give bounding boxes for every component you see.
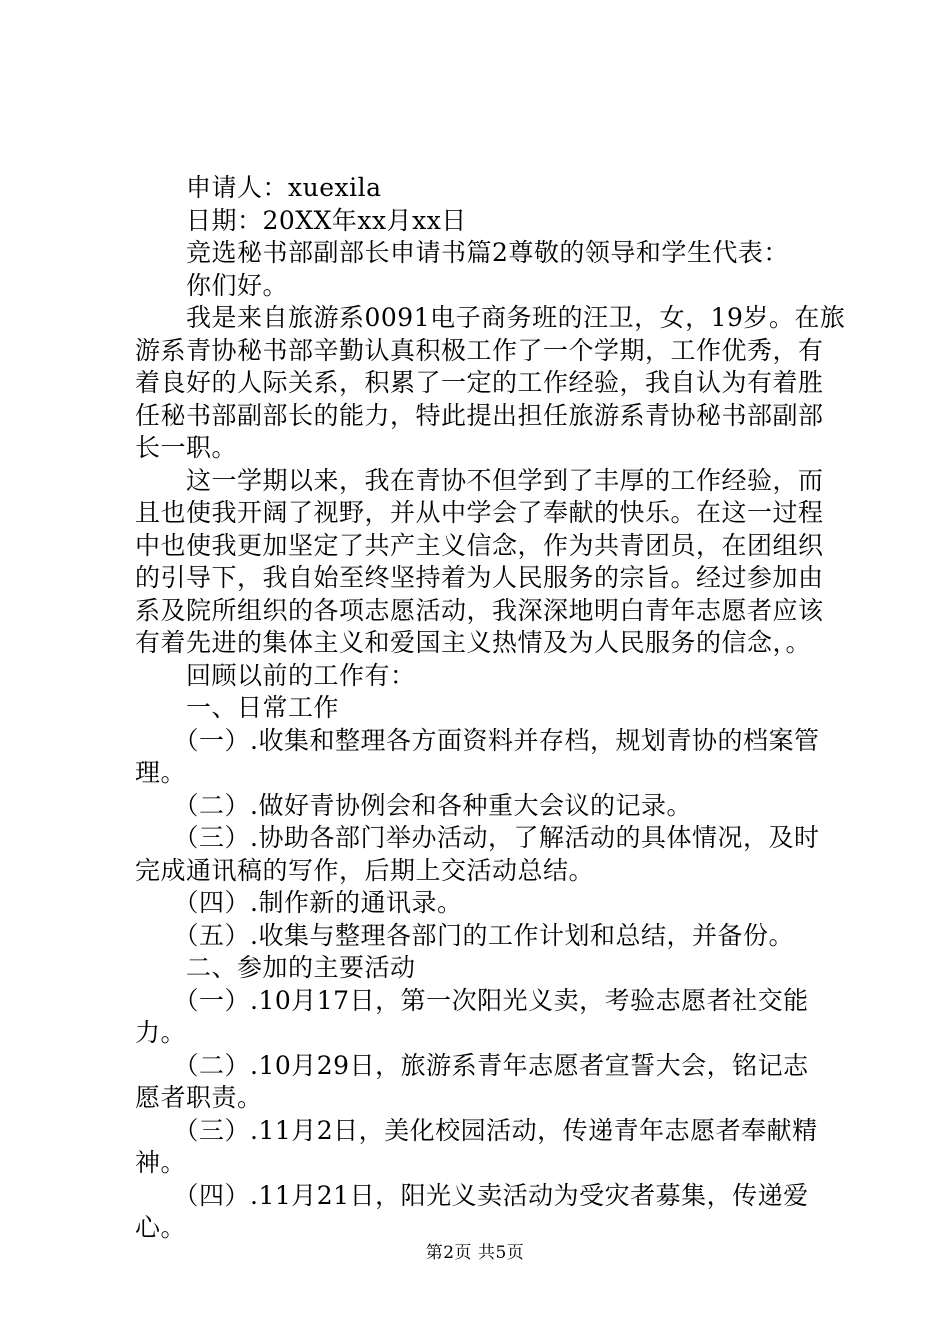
text-line: 且也使我开阔了视野，并从中学会了奉献的快乐。在这一过程 [135, 498, 824, 527]
text-line: （一）.收集和整理各方面资料并存档，规划青协的档案管 [135, 725, 820, 755]
text-line: （五）.收集与整理各部门的工作计划和总结，并备份。 [135, 920, 794, 950]
text-line: （四）.制作新的通讯录。 [135, 888, 463, 917]
text-line: 一、日常工作 [135, 693, 340, 722]
text-line: 回顾以前的工作有： [135, 660, 416, 690]
text-line: 我是来自旅游系0091电子商务班的汪卫，女，19岁。在旅 [135, 303, 846, 332]
page-footer [0, 1242, 950, 1264]
text-line: 这一学期以来，我在青协不但学到了丰厚的工作经验，而 [135, 465, 824, 495]
text-line: 竞选秘书部副部长申请书篇2尊敬的领导和学生代表： [135, 238, 789, 267]
text-line: 你们好。 [135, 270, 289, 300]
text-line: 长一职。 [135, 433, 238, 462]
text-line: 二、参加的主要活动 [135, 953, 416, 982]
text-line: 有着先进的集体主义和爱国主义热情及为人民服务的信念，。 [135, 628, 812, 657]
text-line: 完成通讯稿的写作，后期上交活动总结。 [135, 855, 595, 885]
text-line: 日期：20XX年xx月xx日 [135, 205, 467, 235]
text-line: 神。 [135, 1148, 187, 1177]
text-line: （二）.10月29日，旅游系青年志愿者宣誓大会，铭记志 [135, 1050, 809, 1080]
text-line: （三）.协助各部门举办活动，了解活动的具体情况，及时 [135, 823, 820, 852]
text-line: （二）.做好青协例会和各种重大会议的记录。 [135, 790, 692, 820]
text-line: 着良好的人际关系，积累了一定的工作经验，我自认为有着胜 [135, 368, 824, 397]
document-body [135, 172, 846, 1245]
text-line: 愿者职责。 [135, 1083, 263, 1112]
text-line: （三）.11月2日，美化校园活动，传递青年志愿者奉献精 [135, 1115, 818, 1145]
text-line: 的引导下，我自始至终坚持着为人民服务的宗旨。经过参加由 [135, 563, 824, 592]
text-line: 理。 [135, 758, 187, 787]
text-line: 力。 [135, 1018, 187, 1047]
text-line: （四）.11月21日，阳光义卖活动为受灾者募集，传递爱 [135, 1180, 809, 1210]
text-line: 系及院所组织的各项志愿活动，我深深地明白青年志愿者应该 [135, 595, 824, 625]
text-line: 心。 [135, 1213, 187, 1242]
text-line: 中也使我更加坚定了共产主义信念，作为共青团员，在团组织 [135, 530, 824, 560]
page-number: 第2页 共5页 [425, 1243, 525, 1263]
text-line: 申请人：xuexila [135, 173, 382, 202]
text-line: 游系青协秘书部辛勤认真积极工作了一个学期，工作优秀，有 [135, 335, 824, 365]
text-line: 任秘书部副部长的能力，特此提出担任旅游系青协秘书部副部 [135, 400, 824, 430]
text-line: （一）.10月17日，第一次阳光义卖，考验志愿者社交能 [135, 985, 809, 1015]
